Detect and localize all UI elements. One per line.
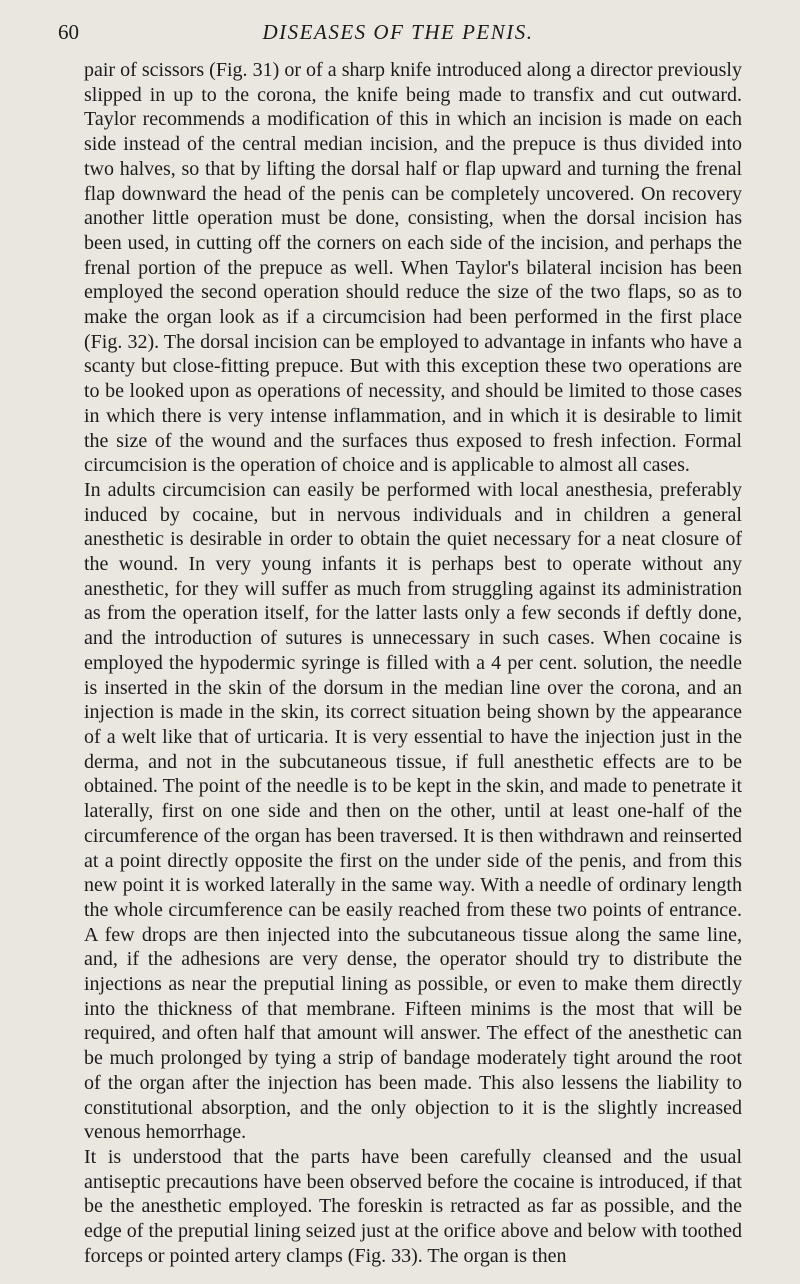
paragraph-1: pair of scissors (Fig. 31) or of a sharp knife introduced along a director previously slipped in up to the corona, the knife being made to transfix and cut outward. Taylor recommends a modification of this in which an incision is made on each side instead of the central median incision, and the prepuce is thus divided into two halves, so that by lifting the dorsal half or flap upward and turning the frenal flap downward the head of the penis can be completely uncovered. On recovery another little operation must be done, consisting, when the dorsal incision has been used, in cutting off the corners on each side of the incision, and perhaps the frenal portion of the prepuce as well. When Taylor's bilateral incision has been employed the second operation should reduce the size of the two flaps, so as to make the organ look as if a circumcision had been performed in the first place (Fig. 32). The dorsal incision can be employed to advantage in infants who have a scanty but close-fitting prepuce. But with this exception these two operations are to be looked upon as operations of necessity, and should be limited to those cases in which there is very intense inflammation, and in which it is desirable to limit the size of the wound and the surfaces thus exposed to fresh infection. Formal circumcision is the operation of choice and is applicable to almost all cases. bbox=[84, 59, 742, 477]
body-text bbox=[84, 58, 742, 1268]
running-title: DISEASES OF THE PENIS. bbox=[262, 20, 534, 44]
paragraph-3: It is understood that the parts have been carefully cleansed and the usual antiseptic precautions have been observed before the cocaine is introduced, if that be the anesthetic employed. The foreskin is retracted as far as possible, and the edge of the preputial lining seized just at the orifice above and below with toothed forceps or pointed artery clamps (Fig. 33). The organ is then bbox=[84, 1145, 742, 1267]
running-head bbox=[58, 20, 738, 50]
page-number: 60 bbox=[58, 20, 79, 44]
paragraph-2: In adults circumcision can easily be performed with local anesthesia, preferably induced by cocaine, but in nervous individuals and in children a general anesthetic is desirable in order to obtain the quiet necessary for a neat closure of the wound. In very young infants it is perhaps best to operate without any anesthetic, for they will suffer as much from struggling against its administration as from the operation itself, for the latter lasts only a few seconds if deftly done, and the introduction of sutures is unnecessary in such cases. When cocaine is employed the hypodermic syringe is filled with a 4 per cent. solution, the needle is inserted in the skin of the dorsum in the median line over the corona, and an injection is made in the skin, its correct situation being shown by the appearance of a welt like that of urticaria. It is very essential to have the injection just in the derma, and not in the subcutaneous tissue, if full anesthetic effects are to be obtained. The point of the needle is to be kept in the skin, and made to penetrate it laterally, first on one side and then on the other, until at least one-half of the circumference of the organ has been traversed. It is then withdrawn and reinserted at a point directly opposite the first on the under side of the penis, and from this new point it is worked laterally in the same way. With a needle of ordinary length the whole circumference can be easily reached from these two points of entrance. A few drops are then injected into the subcutaneous tissue along the same line, and, if the adhesions are very dense, the operator should try to distribute the injections as near the preputial lining as possible, or even to make them directly into the thickness of that membrane. Fifteen minims is the most that will be required, and often half that amount will answer. The effect of the anesthetic can be much prolonged by tying a strip of bandage moderately tight around the root of the organ after the injection has been made. This also lessens the liability to constitutional absorption, and the only objection to it is the slightly increased venous hemorrhage. bbox=[84, 478, 742, 1144]
